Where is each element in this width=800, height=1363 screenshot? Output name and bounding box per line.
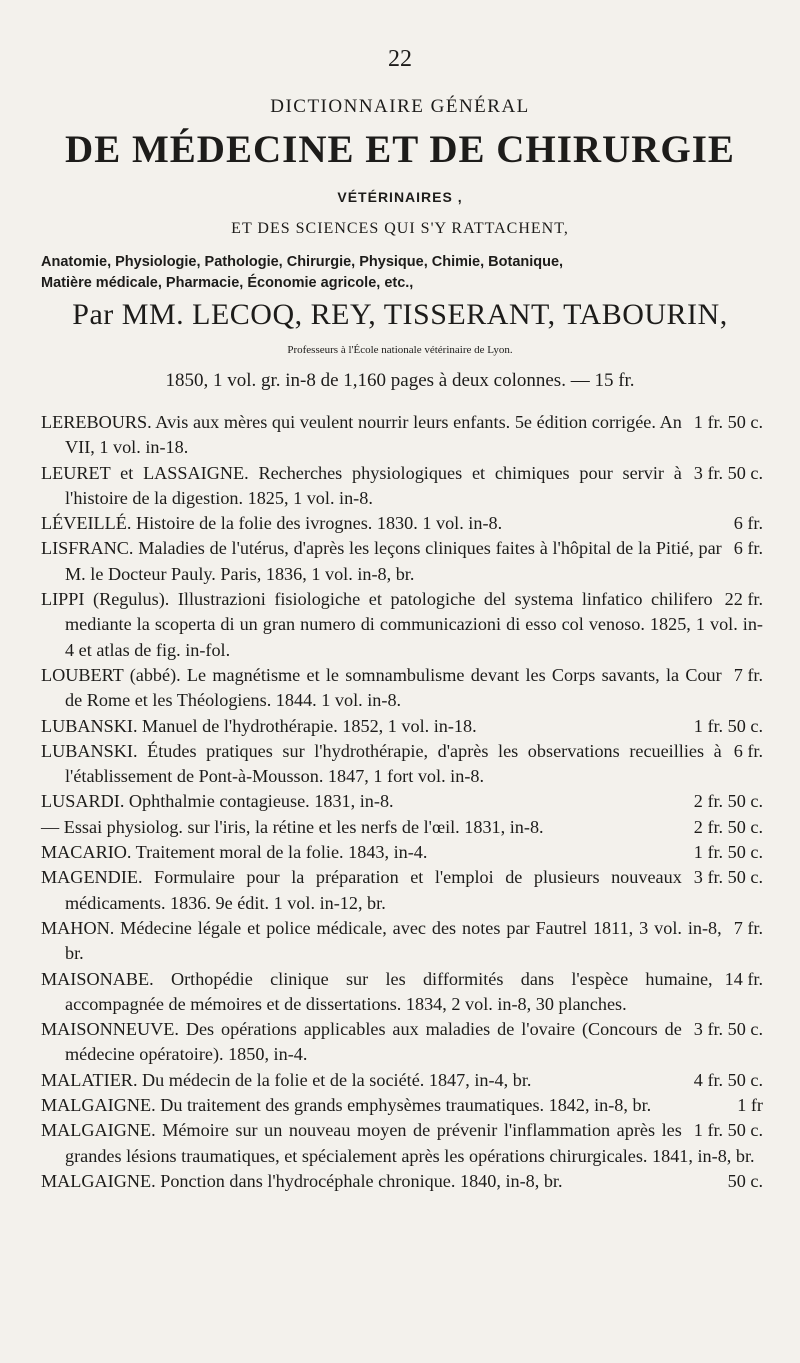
header-title-line1: DICTIONNAIRE GÉNÉRAL: [270, 96, 530, 117]
entry-price: 7 fr.: [733, 664, 763, 685]
catalog-entry: [41, 1118, 763, 1169]
entry-text: LUBANSKI. Études pratiques sur l'hydrothérapie, d'après les observations recueillies à l'établissement de Pont-à-Mousson. 1847, 1 fort vol. in-8.: [41, 740, 722, 787]
catalog-entry: [41, 1017, 763, 1068]
catalog-entry: [41, 1169, 763, 1194]
header-publication-info: 1850, 1 vol. gr. in-8 de 1,160 pages à deux colonnes. — 15 fr.: [165, 370, 635, 391]
entry-price: 1 fr. 50 c.: [693, 412, 763, 432]
catalog-entry: [41, 536, 763, 587]
entry-price: 1 fr. 50 c.: [693, 842, 763, 863]
entry-text: — Essai physiolog. sur l'iris, la rétine et les nerfs de l'œil. 1831, in-8.: [41, 816, 544, 837]
header-affiliation: Professeurs à l'École nationale vétérinaire de Lyon.: [287, 344, 513, 356]
catalog-entry: [41, 461, 763, 512]
entry-price: 4 fr. 50 c.: [693, 1069, 763, 1090]
entry-price: 6 fr.: [733, 513, 763, 534]
header-subjects-line1: Anatomie, Physiologie, Pathologie, Chirurgie, Physique, Chimie, Botanique,: [41, 254, 564, 270]
entry-price: 1 fr: [737, 1095, 763, 1116]
entry-price: 2 fr. 50 c.: [693, 816, 763, 837]
entry-price: 6 fr.: [733, 538, 763, 559]
entry-price: 7 fr.: [733, 917, 763, 938]
catalog-entry: [41, 663, 763, 714]
entry-price: 2 fr. 50 c.: [693, 791, 763, 812]
entry-text: LOUBERT (abbé). Le magnétisme et le somnambulisme devant les Corps savants, la Cour de Rome et les Théologiens. 1844. 1 vol. in-8.: [41, 664, 722, 711]
catalog-entry: [41, 967, 763, 1018]
entry-price: 14 fr.: [724, 968, 763, 989]
catalog-entry: [41, 1093, 763, 1118]
entry-price: 6 fr.: [733, 740, 763, 761]
entry-text: MALATIER. Du médecin de la folie et de la société. 1847, in-4, br.: [41, 1069, 532, 1090]
entry-text: LUSARDI. Ophthalmie contagieuse. 1831, in-8.: [41, 791, 394, 812]
entry-text: MAISONNEUVE. Des opérations applicables aux maladies de l'ovaire (Concours de médecine opératoire). 1850, in-4.: [41, 1019, 682, 1065]
entry-price: 3 fr. 50 c.: [693, 462, 763, 483]
entry-text: LUBANSKI. Manuel de l'hydrothérapie. 1852, 1 vol. in-18.: [41, 715, 477, 736]
catalog-entry: [41, 840, 763, 865]
catalog-entry: [41, 815, 763, 840]
entry-price: 1 fr. 50 c.: [693, 715, 763, 736]
header-title-line4: ET DES SCIENCES QUI S'Y RATTACHENT,: [231, 220, 569, 237]
entry-text: LEREBOURS. Avis aux mères qui veulent nourrir leurs enfants. 5e édition corrigée. An VII, 1 vol. in-18.: [41, 412, 682, 458]
entry-text: MALGAIGNE. Mémoire sur un nouveau moyen de prévenir l'inflammation après les grandes lésions traumatiques, et spécialement après les opérations chirurgicales. 1841, in-8, br.: [41, 1120, 755, 1166]
catalog-entry: [41, 739, 763, 790]
header-subjects: [41, 252, 761, 294]
entry-price: 22 fr.: [724, 589, 763, 610]
entry-text: LEURET et LASSAIGNE. Recherches physiologiques et chimiques pour servir à l'histoire de la digestion. 1825, 1 vol. in-8.: [41, 462, 682, 508]
catalog-entry: [41, 1068, 763, 1093]
header-authors: Par MM. LECOQ, REY, TISSERANT, TABOURIN,: [72, 298, 728, 331]
entry-price: 3 fr. 50 c.: [693, 1019, 763, 1040]
entry-text: LISFRANC. Maladies de l'utérus, d'après les leçons cliniques faites à l'hôpital de la Pitié, par M. le Docteur Pauly. Paris, 1836, 1 vol. in-8, br.: [41, 538, 722, 584]
entry-price: 3 fr. 50 c.: [693, 867, 763, 888]
catalog-entry: [41, 789, 763, 814]
header-title-line3: VÉTÉRINAIRES ,: [337, 189, 463, 205]
entry-text: LIPPI (Regulus). Illustrazioni fisiologiche et patologiche del systema linfatico chilifero mediante la scoperta di un gran numero di communicazioni di esso col venoso. 1825, 1 vol. in-4 et atlas de fig. in-fol.: [41, 589, 763, 660]
entry-text: LÉVEILLÉ. Histoire de la folie des ivrognes. 1830. 1 vol. in-8.: [41, 513, 503, 534]
catalog-entry: [41, 916, 763, 967]
entry-text: MAISONABE. Orthopédie clinique sur les difformités dans l'espèce humaine, accompagnée de mémoires et de dissertations. 1834, 2 vol. in-8, 30 planches.: [41, 968, 713, 1014]
header-subjects-line2: Matière médicale, Pharmacie, Économie agricole, etc.,: [41, 275, 414, 291]
header-title-main: DE MÉDECINE ET DE CHIRURGIE: [65, 128, 735, 171]
catalog-entry: [41, 410, 763, 461]
catalog-entry: [41, 587, 763, 663]
catalog-entry: [41, 865, 763, 916]
entry-price: 50 c.: [727, 1170, 763, 1191]
entry-text: MAHON. Médecine légale et police médicale, avec des notes par Fautrel 1811, 3 vol. in-8, br.: [41, 917, 722, 964]
entry-price: 1 fr. 50 c.: [693, 1120, 763, 1141]
entry-text: MAGENDIE. Formulaire pour la préparation et l'emploi de plusieurs nouveaux médicaments. 1836. 9e édit. 1 vol. in-12, br.: [41, 867, 682, 913]
catalog-entry: [41, 511, 763, 536]
catalog-entry: [41, 714, 763, 739]
catalog-entry-list: [41, 410, 763, 1194]
entry-text: MACARIO. Traitement moral de la folie. 1843, in-4.: [41, 842, 428, 863]
entry-text: MALGAIGNE. Du traitement des grands emphysèmes traumatiques. 1842, in-8, br.: [41, 1095, 652, 1116]
page-number: 22: [388, 46, 412, 72]
entry-text: MALGAIGNE. Ponction dans l'hydrocéphale chronique. 1840, in-8, br.: [41, 1170, 563, 1191]
